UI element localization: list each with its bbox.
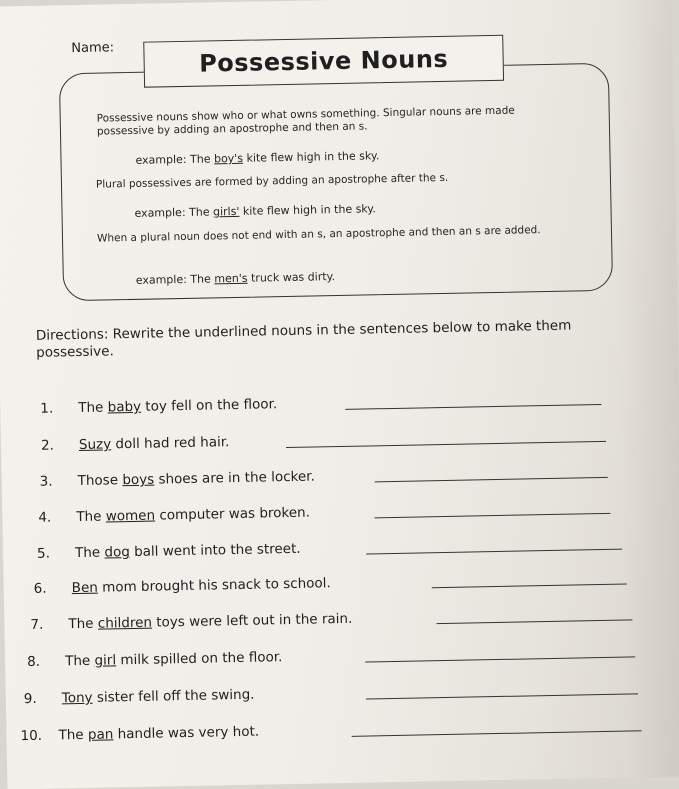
item-text-after: doll had red hair.	[111, 434, 230, 452]
item-text-before: The	[76, 509, 106, 526]
item-number: 6.	[34, 580, 72, 597]
item-number: 1.	[40, 400, 78, 417]
example-plural: example: The girls' kite flew high in the sky.	[134, 202, 375, 220]
item-number: 10.	[20, 727, 58, 744]
example-noun: boy's	[214, 152, 243, 166]
answer-line[interactable]	[375, 477, 608, 482]
name-label: Name:	[71, 40, 114, 56]
exercise-item-4	[38, 505, 310, 526]
underlined-noun: Suzy	[79, 436, 112, 453]
exercise-item-10	[20, 724, 259, 745]
underlined-noun: dog	[104, 544, 130, 560]
exercise-item-7	[30, 611, 352, 633]
item-number: 4.	[38, 509, 76, 526]
exercise-item-5	[37, 541, 301, 562]
item-number: 3.	[40, 473, 78, 490]
item-text-before: The	[68, 616, 98, 633]
answer-line[interactable]	[286, 441, 606, 448]
answer-line[interactable]	[366, 693, 638, 699]
item-text-after: ball went into the street.	[130, 541, 301, 560]
answer-line[interactable]	[345, 404, 601, 410]
item-text-after: sister fell off the swing.	[92, 687, 254, 706]
exercise-item-6	[34, 575, 331, 597]
example-singular: example: The boy's kite flew high in the sky.	[135, 149, 379, 167]
page-shadow	[611, 0, 679, 778]
exercise-list	[0, 0, 671, 7]
item-text-before: The	[75, 545, 105, 562]
page-title: Possessive Nouns	[143, 35, 504, 88]
exercise-item-9	[24, 687, 255, 707]
exercise-item-1	[40, 396, 277, 417]
item-text-after: toy fell on the floor.	[141, 396, 277, 415]
directions: Directions: Rewrite the underlined nouns in the sentences below to make them possessive.	[36, 317, 597, 362]
example-noun: girls'	[213, 205, 240, 219]
item-text-before: Those	[78, 472, 123, 489]
item-text-after: computer was broken.	[155, 505, 310, 524]
item-text-after: toys were left out in the rain.	[152, 611, 353, 631]
underlined-noun: Ben	[72, 580, 98, 596]
example-noun: men's	[214, 272, 247, 286]
underlined-noun: baby	[108, 399, 142, 416]
rule-singular: Possessive nouns show who or what owns something. Singular nouns are made possessive by adding an apostrophe and then an s.	[97, 104, 552, 139]
exercise-item-3	[40, 468, 315, 489]
underlined-noun: boys	[122, 472, 154, 489]
item-text-before: The	[58, 727, 88, 744]
item-number: 9.	[24, 690, 62, 707]
item-text-before: The	[65, 653, 95, 670]
exercise-item-8	[27, 649, 283, 670]
answer-line[interactable]	[366, 549, 622, 555]
item-number: 7.	[30, 616, 68, 633]
underlined-noun: pan	[88, 726, 114, 742]
underlined-noun: children	[98, 615, 152, 632]
exercise-item-2	[41, 434, 230, 454]
underlined-noun: women	[106, 508, 156, 525]
item-number: 2.	[41, 437, 79, 454]
answer-line[interactable]	[436, 619, 632, 624]
item-text-after: milk spilled on the floor.	[116, 649, 283, 668]
rule-plural: Plural possessives are formed by adding an apostrophe after the s.	[96, 170, 546, 192]
example-irregular-plural: example: The men's truck was dirty.	[136, 270, 335, 287]
answer-line[interactable]	[374, 513, 610, 519]
underlined-noun: Tony	[62, 690, 93, 707]
item-text-before: The	[78, 399, 108, 416]
underlined-noun: girl	[94, 652, 116, 668]
item-text-after: mom brought his snack to school.	[98, 575, 331, 595]
item-text-after: shoes are in the locker.	[154, 468, 315, 487]
answer-line[interactable]	[352, 730, 642, 737]
answer-line[interactable]	[365, 656, 635, 662]
item-text-after: handle was very hot.	[113, 724, 259, 743]
item-number: 5.	[37, 545, 75, 562]
answer-line[interactable]	[432, 584, 627, 589]
item-number: 8.	[27, 653, 65, 670]
rule-irregular-plural: When a plural noun does not end with an s, an apostrophe and then an s are added.	[97, 224, 557, 246]
